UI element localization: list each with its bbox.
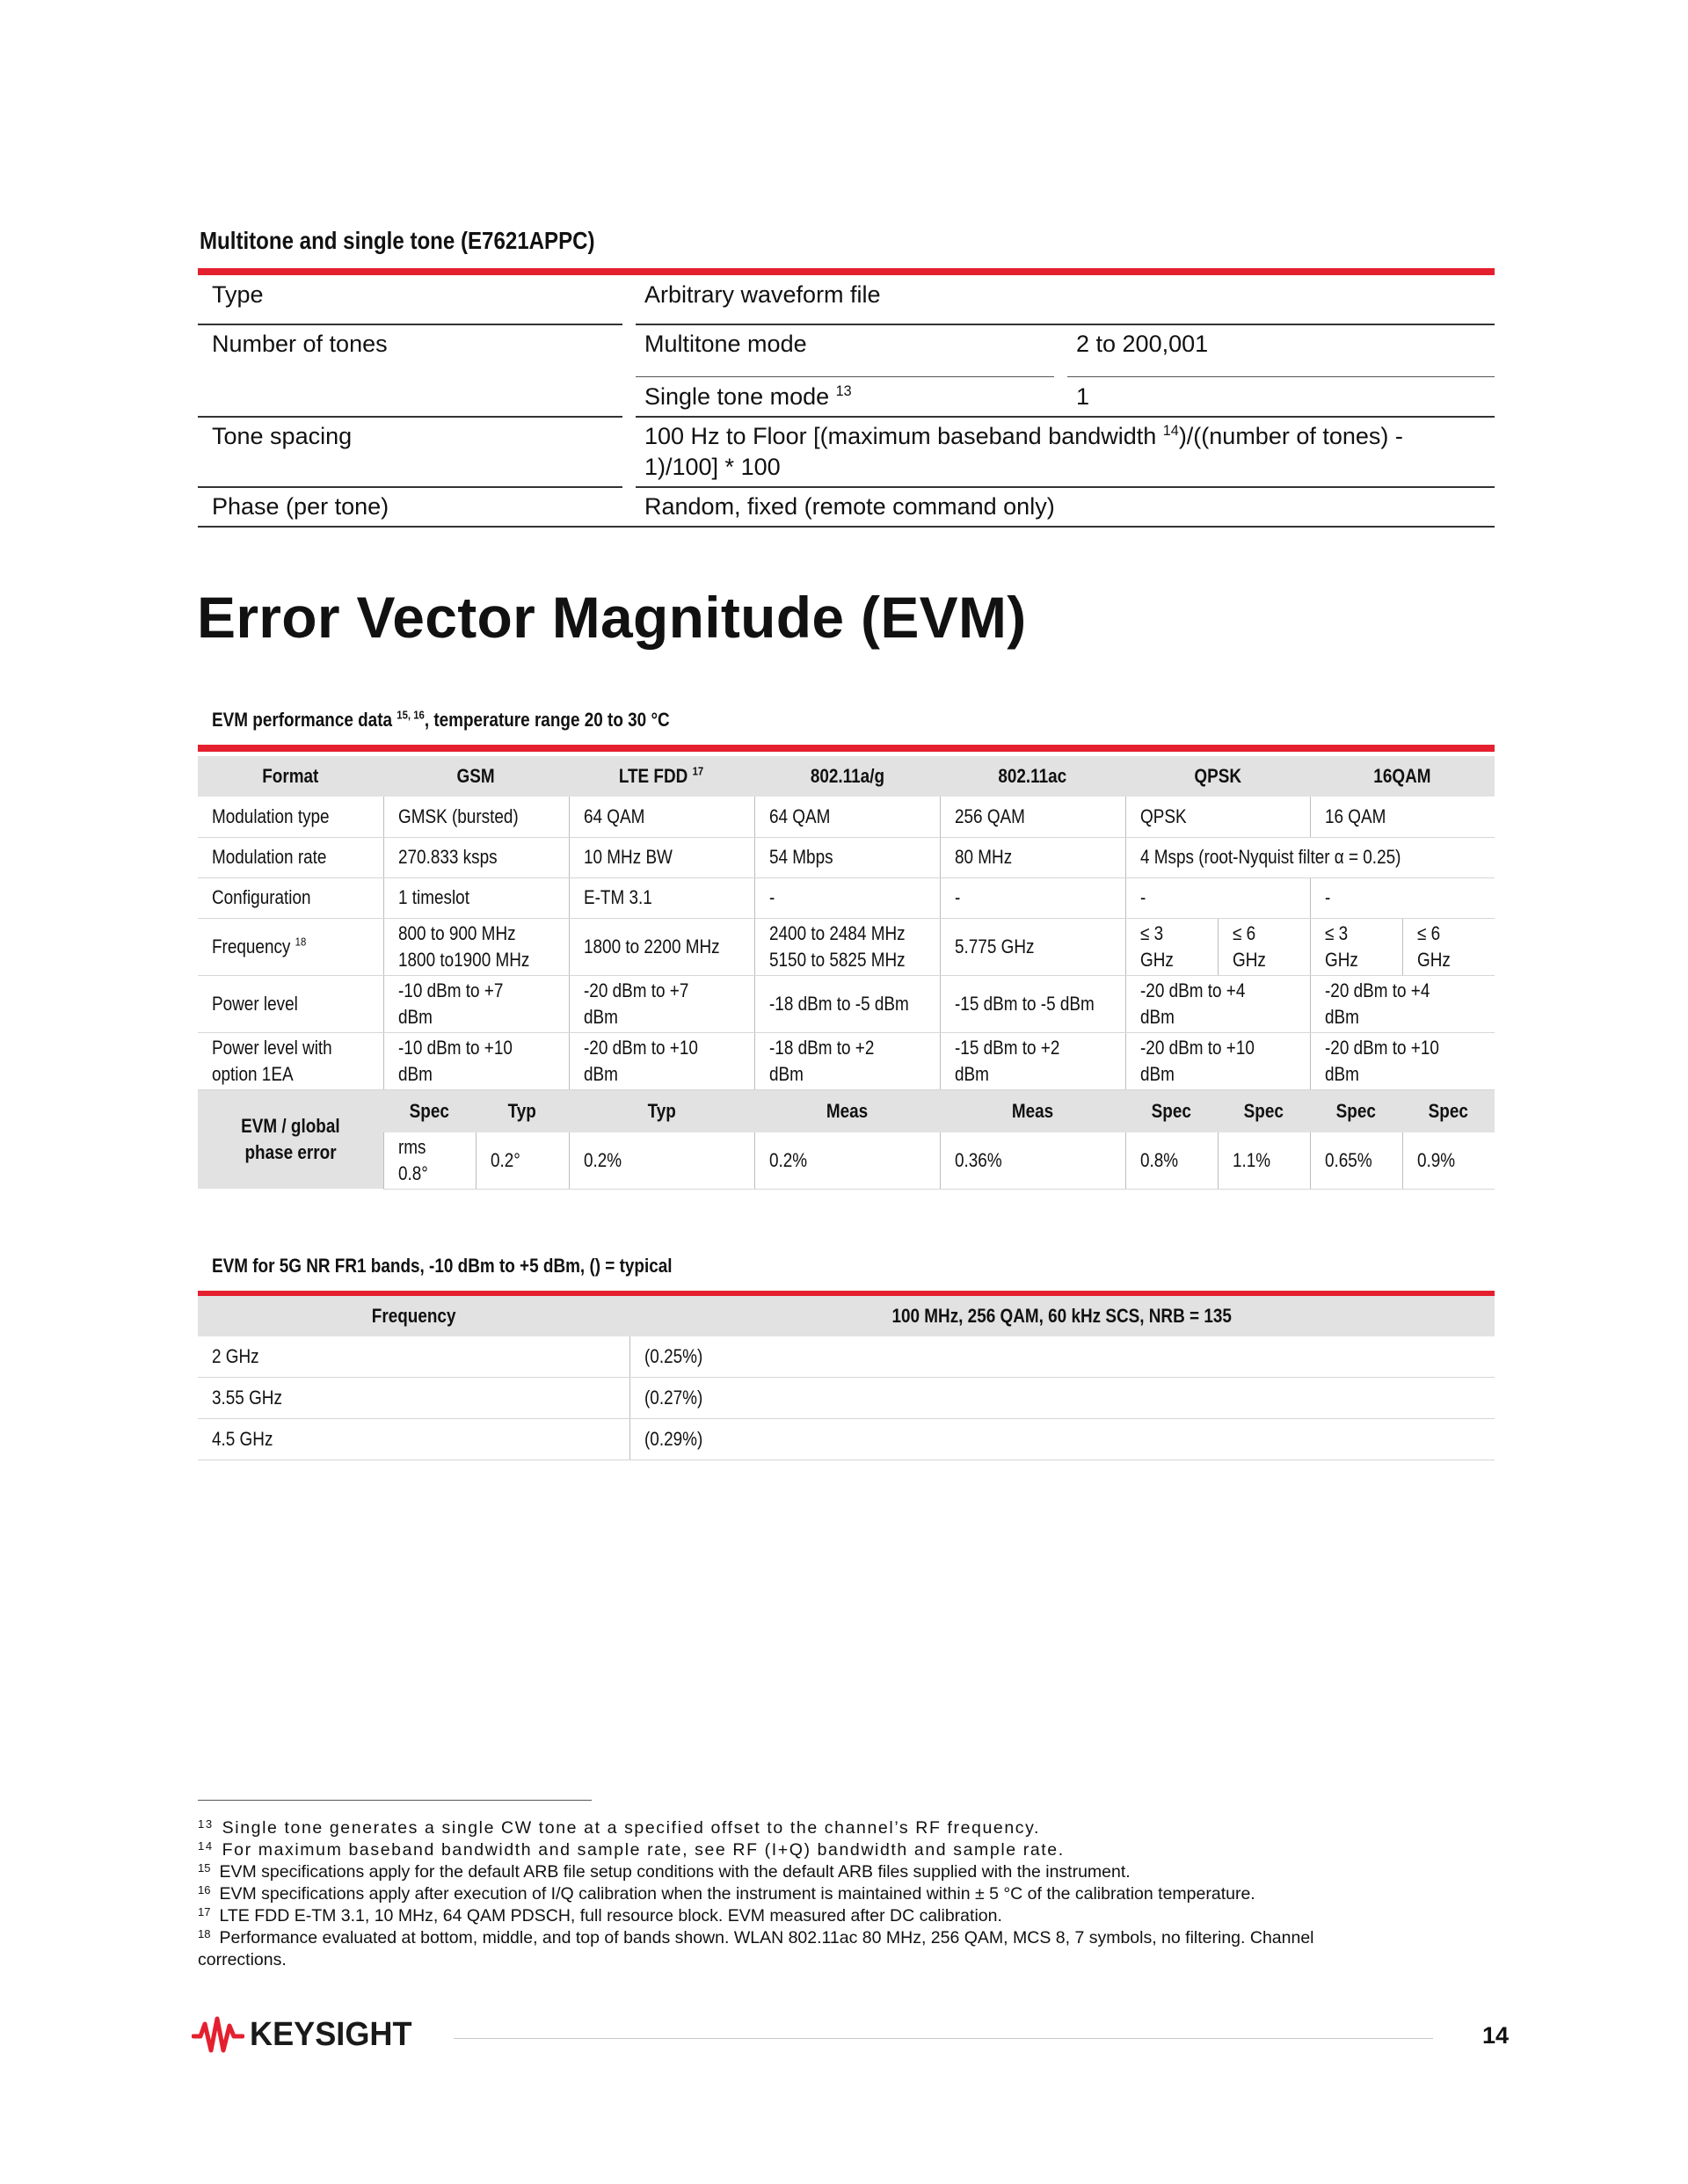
footnote: $^{13}$ Single tone generates a single CW tone at a specified offset to the channel’s RF frequency. [198, 1817, 1041, 1838]
header-80211ag: 802.11a/g [754, 756, 940, 797]
tone-spacing-label: Tone spacing [212, 423, 353, 449]
evm-table-caption: EVM performance data $^{15, 16}$, temperature range 20 to 30 °C [212, 708, 670, 731]
row-divider [1067, 376, 1495, 377]
row-divider [636, 416, 1495, 418]
table-row: EVM / global phase error Spec Typ Typ Meas Meas Spec Spec Spec Spec [198, 1089, 1495, 1132]
single-tone-mode-label: Single tone mode $^{13}$ [644, 383, 852, 410]
evm-row-label: EVM / global phase error [198, 1089, 383, 1189]
header-format: Format [198, 756, 383, 797]
red-rule [198, 745, 1495, 752]
single-tone-mode-value: 1 [1076, 383, 1090, 410]
table-row: 3.55 GHz (0.27%) [198, 1378, 1495, 1419]
brand-wordmark: KEYSIGHT [250, 2015, 412, 2053]
row-label: Power level [198, 975, 383, 1032]
table-row: rms 0.8° 0.2° 0.2% 0.2% 0.36% 0.8% 1.1% 0.65% 0.9% [198, 1132, 1495, 1190]
keysight-logo [192, 2015, 420, 2054]
page-number: 14 [1482, 2022, 1510, 2049]
table-row: 2 GHz (0.25%) [198, 1336, 1495, 1378]
table-row: Power level with option 1EA -10 dBm to +10 dBm -20 dBm to +10 dBm -18 dBm to +2 dBm -15 dBm to +2 dBm -20 dBm to +10 dBm -20 dBm to +10 dBm [198, 1032, 1495, 1089]
evm-performance-table [198, 756, 1495, 1190]
header-16qam: 16QAM [1310, 756, 1495, 797]
footnote: $^{18}$ Performance evaluated at bottom, middle, and top of bands shown. WLAN 802.11ac 80 MHz, 256 QAM, MCS 8, 7 symbols, no filtering. Channel [198, 1927, 1314, 1947]
row-label: Power level with option 1EA [198, 1032, 383, 1089]
phase-label: Phase (per tone) [212, 493, 389, 520]
keysight-wave-icon [192, 2015, 244, 2054]
table-row: Modulation rate 270.833 ksps 10 MHz BW 54 Mbps 80 MHz 4 Msps (root-Nyquist filter α = 0.25) [198, 837, 1495, 877]
row-divider [636, 376, 1054, 377]
tones-label: Number of tones [212, 331, 388, 357]
header-lte-fdd: LTE FDD $^{17}$ [569, 756, 754, 797]
footnote: $^{14}$ For maximum baseband bandwidth and sample rate, see RF (I+Q) bandwidth and sample rate. [198, 1839, 1065, 1860]
footnote-divider [198, 1800, 592, 1801]
row-label: Frequency $^{18}$ [198, 918, 383, 975]
row-divider [198, 526, 1495, 528]
footnote: $^{17}$ LTE FDD E-TM 3.1, 10 MHz, 64 QAM PDSCH, full resource block. EVM measured after DC calibration. [198, 1905, 1002, 1926]
tone-spacing-value-line2: 1)/100] * 100 [644, 454, 781, 480]
nr-table-caption: EVM for 5G NR FR1 bands, -10 dBm to +5 dBm, () = typical [212, 1255, 673, 1277]
row-label: Configuration [198, 877, 383, 918]
row-label: Modulation rate [198, 837, 383, 877]
row-divider [198, 486, 622, 488]
table-row: Frequency $^{18}$ 800 to 900 MHz 1800 to1900 MHz 1800 to 2200 MHz 2400 to 2484 MHz 5150 to 5825 MHz 5.775 GHz ≤ 3 GHz ≤ 6 GHz ≤ 3 GHz ≤ 6 GHz [198, 918, 1495, 975]
table-row: Configuration 1 timeslot E-TM 3.1 - - - - [198, 877, 1495, 918]
row-divider [636, 324, 1495, 325]
table-row: Power level -10 dBm to +7 dBm -20 dBm to +7 dBm -18 dBm to -5 dBm -15 dBm to -5 dBm -20 dBm to +4 dBm -20 dBm to +4 dBm [198, 975, 1495, 1032]
section-title-multitone: Multitone and single tone (E7621APPC) [200, 227, 595, 254]
table-row: Modulation type GMSK (bursted) 64 QAM 64 QAM 256 QAM QPSK 16 QAM [198, 797, 1495, 837]
multitone-mode-label: Multitone mode [644, 331, 807, 357]
page-heading: Error Vector Magnitude (EVM) [197, 585, 1027, 650]
footer-rule [454, 2038, 1433, 2039]
type-value: Arbitrary waveform file [644, 281, 881, 308]
footnote: $^{15}$ EVM specifications apply for the default ARB file setup conditions with the default ARB files supplied with the instrument. [198, 1861, 1131, 1882]
header-conditions: 100 MHz, 256 QAM, 60 kHz SCS, NRB = 135 [629, 1296, 1495, 1336]
row-divider [198, 324, 622, 325]
phase-value: Random, fixed (remote command only) [644, 493, 1055, 520]
table-row: 4.5 GHz (0.29%) [198, 1419, 1495, 1460]
row-divider [636, 486, 1495, 488]
nr-evm-table [198, 1296, 1495, 1460]
footnote: $^{16}$ EVM specifications apply after execution of I/Q calibration when the instrument is maintained within ± 5 °C of the calibration temperature. [198, 1883, 1255, 1904]
red-rule [198, 268, 1495, 275]
header-frequency: Frequency [198, 1296, 629, 1336]
footnote-continued: corrections. [198, 1950, 287, 1969]
multitone-mode-value: 2 to 200,001 [1076, 331, 1209, 357]
row-divider [198, 416, 622, 418]
tone-spacing-value-line1: 100 Hz to Floor [(maximum baseband bandwidth $^{14}$)/((number of tones) - [644, 423, 1403, 449]
header-qpsk: QPSK [1125, 756, 1310, 797]
row-label: Modulation type [198, 797, 383, 837]
header-80211ac: 802.11ac [940, 756, 1125, 797]
type-label: Type [212, 281, 264, 308]
header-gsm: GSM [383, 756, 569, 797]
